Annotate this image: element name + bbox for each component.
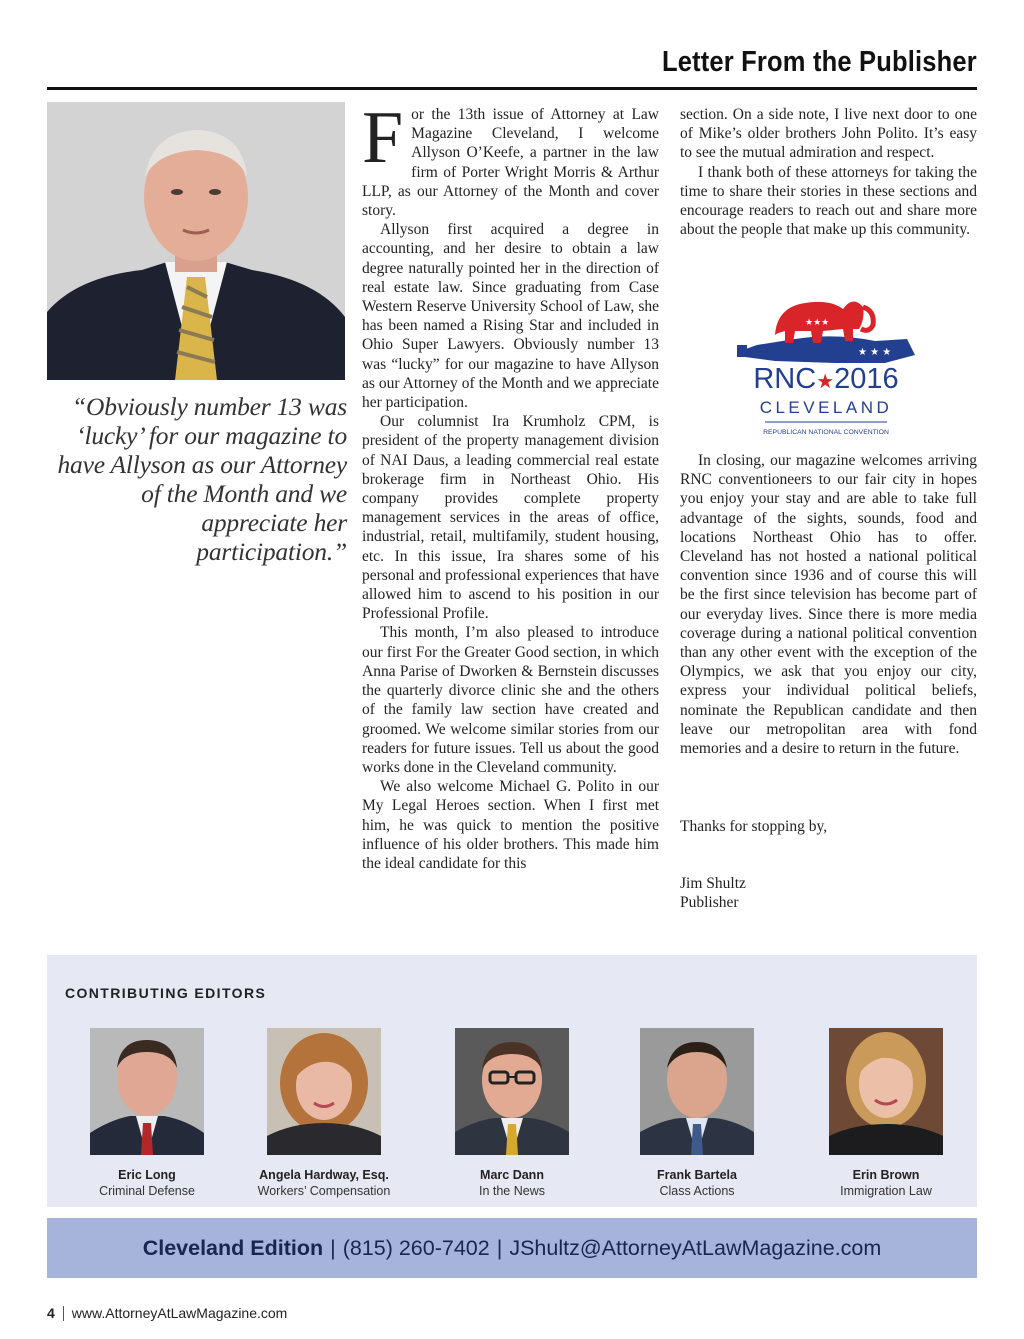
pull-quote: “Obviously number 13 was ‘lucky’ for our magazine to have Allyson as our Attorney of the Month and we appreciate her participation.”: [57, 392, 347, 566]
article-column-1: [362, 97, 659, 873]
editor-name: Angela Hardway, Esq.: [259, 1168, 389, 1182]
page-footer: [47, 1305, 287, 1321]
article-column-2-closing: [680, 451, 977, 758]
article-paragraph: section. On a side note, I live next door to one of Mike’s older brothers John Polito. It’s easy to see the mutual admiration and respect.: [680, 106, 977, 162]
article-paragraph: In closing, our magazine welcomes arriving RNC conventioneers to our fair city in hopes you enjoy your stay and are able to take full advantage of the sights, sounds, food and locations Northeast Ohio has to offer. Cleveland has not hosted a national political convention since 1936 and of course this will be the first since television has become part of our everyday lives. Since there is more media coverage during a national political convention than any other event with the exception of the Olympics, we ask that you enjoy our city, express your individual political beliefs, nominate the Republican candidate and then leave our metropolitan area with fond memories and a desire to return in the future.: [680, 452, 977, 758]
footer-divider: [63, 1306, 64, 1321]
editor-role: In the News: [478, 1184, 545, 1198]
editor-photo: [267, 1028, 381, 1155]
rnc-logo-city: CLEVELAND: [759, 398, 893, 417]
editor-card: [417, 1028, 607, 1198]
signature-name: Jim Shultz: [680, 875, 746, 892]
editors-heading: CONTRIBUTING EDITORS: [65, 985, 267, 1001]
rnc-logo-subtitle: REPUBLICAN NATIONAL CONVENTION: [763, 429, 889, 436]
svg-text:★ ★ ★: ★ ★ ★: [858, 347, 892, 358]
rnc-2016-logo: [735, 285, 917, 440]
editor-name: Erin Brown: [852, 1168, 920, 1182]
editor-role: Immigration Law: [840, 1184, 932, 1198]
editor-role: Workers’ Compensation: [257, 1184, 391, 1198]
separator: |: [330, 1235, 336, 1260]
article-column-2: [680, 105, 977, 239]
article-paragraph: Our columnist Ira Krumholz CPM, is president of the property management division of NAI Daus, a leading commercial real estate brokerage firm in Northeast Ohio. His company provides complete property management services in the areas of office, industrial, retail, multifamily, student housing, etc. In this issue, Ira shares some of his personal and professional experiences that have allowed him to ascend to his position in our Professional Profile.: [362, 413, 659, 623]
footer-website-link[interactable]: www.AttorneyAtLawMagazine.com: [71, 1305, 288, 1321]
editor-name: Marc Dann: [480, 1168, 544, 1182]
signoff: Thanks for stopping by,: [680, 818, 828, 835]
editor-card: [229, 1028, 419, 1198]
edition-contact-bar: [47, 1218, 977, 1278]
editor-card: [602, 1028, 792, 1198]
separator: |: [496, 1235, 503, 1260]
editor-photo: [90, 1028, 204, 1155]
editor-card: [52, 1028, 242, 1198]
edition-email[interactable]: JShultz@AttorneyAtLawMagazine.com: [509, 1235, 882, 1260]
editor-name: Eric Long: [118, 1168, 176, 1182]
edition-phone[interactable]: (815) 260-7402: [342, 1235, 490, 1260]
editor-photo: [829, 1028, 943, 1155]
article-paragraph: This month, I’m also pleased to introduce our first For the Greater Good section, in which Anna Parise of Dworken & Bernstein discusses the quarterly divorce clinic she and the others of the family law section have created and groomed. We welcome similar stories from our readers for future issues. Tell us about the good works done in the Cleveland community.: [362, 624, 659, 776]
contributing-editors-panel: [47, 955, 977, 1207]
article-paragraph: For the 13th issue of Attorney at Law Magazine Cleveland, I welcome Allyson O’Keefe, a partner in the law firm of Porter Wright Morris & Arthur LLP, as our Attorney of the Month and cover story.: [362, 97, 659, 220]
article-paragraph: We also welcome Michael G. Polito in our My Legal Heroes section. When I first met him, he was quick to mention the positive influence of his older brothers. This made him the ideal candidate for this: [362, 778, 659, 872]
rnc-logo-title: RNC★2016: [753, 363, 899, 395]
editor-card: [791, 1028, 981, 1198]
page-title: Letter From the Publisher: [662, 46, 977, 78]
drop-cap: F: [362, 97, 404, 179]
editor-role: Class Actions: [659, 1184, 735, 1198]
header-rule: [47, 87, 977, 90]
signature-title: Publisher: [680, 894, 739, 911]
editor-role: Criminal Defense: [99, 1184, 195, 1198]
publisher-photo: [47, 102, 345, 380]
svg-text:★★★: ★★★: [805, 318, 830, 328]
page-number: 4: [47, 1305, 55, 1321]
article-paragraph: I thank both of these attorneys for taking the time to share their stories in these sections and encourage readers to reach out and share more about the people that make up this community.: [680, 163, 977, 239]
edition-name: Cleveland Edition: [142, 1235, 324, 1260]
article-paragraph: Allyson first acquired a degree in accounting, and her desire to obtain a law degree naturally pointed her in the direction of real estate law. Since graduating from Case Western Reserve University School of Law, she has been named a Rising Star and included in Ohio Super Lawyers. Obviously number 13 was “lucky” for our magazine to have Allyson as our Attorney of the Month and we appreciate her participation.: [362, 221, 659, 412]
editor-name: Frank Bartela: [657, 1168, 737, 1182]
editor-photo: [455, 1028, 569, 1155]
editor-photo: [640, 1028, 754, 1155]
